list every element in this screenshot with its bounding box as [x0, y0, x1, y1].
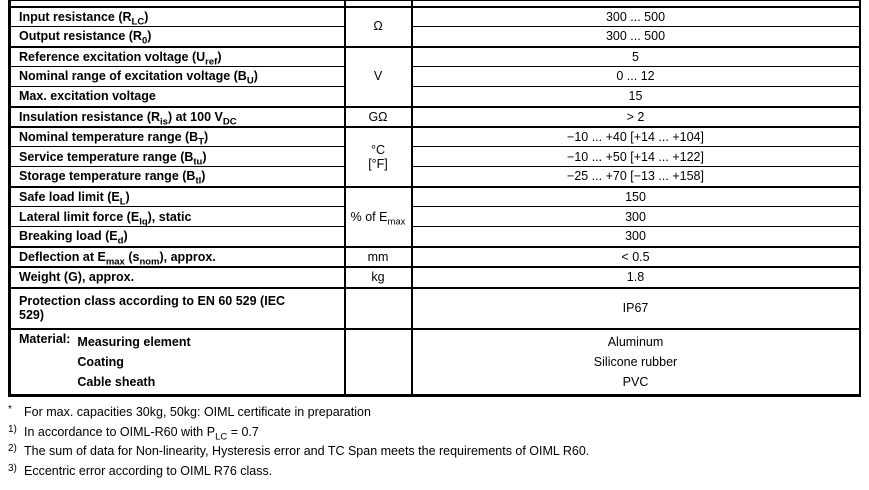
param-cell: Service temperature range $(B_{tu})$ [10, 147, 345, 167]
table-row [10, 127, 860, 147]
param-cell: Deflection at $E_{max}$ $(s_{nom})$, approx. [10, 247, 345, 267]
table-row [10, 288, 860, 329]
table-row [10, 87, 860, 107]
param-cell: Insulation resistance $(R_{is})$ at 100 $V_{DC}$ [10, 107, 345, 127]
value-cell: > 2 [412, 107, 860, 127]
value-cell: IP67 [412, 288, 860, 329]
table-row-material [10, 329, 860, 396]
unit-cell: V [345, 47, 412, 107]
value-cell: −10 ... +50 [+14 ... +122] [412, 147, 860, 167]
unit-cell: Ω [345, 7, 412, 47]
value-cell: 5 [412, 47, 860, 67]
table-row [10, 7, 860, 27]
unit-cell: °C [°F] [345, 127, 412, 187]
value-cell: 0 ... 12 [412, 67, 860, 87]
table-row [10, 47, 860, 67]
material-item: Coating [77, 354, 124, 369]
table-row [10, 247, 860, 267]
unit-cell [345, 329, 412, 396]
table-row [10, 27, 860, 47]
footnote-marker: 1) [8, 423, 17, 435]
param-cell: Reference excitation voltage $(U_{ref})$ [10, 47, 345, 67]
material-item: Measuring element [77, 334, 191, 349]
table-row [10, 187, 860, 207]
value-cell: 300 ... 500 [412, 7, 860, 27]
param-cell: Breaking load $(E_d)$ [10, 227, 345, 247]
value-cell: 300 [412, 207, 860, 227]
footnotes [8, 403, 860, 481]
footnote [8, 442, 860, 458]
table-row [10, 207, 860, 227]
value-cell: 300 [412, 227, 860, 247]
param-cell: Protection class according to EN 60 529 (IEC 529) [10, 288, 345, 329]
footnote-marker: 2) [8, 443, 17, 454]
unit-cell: mm [345, 247, 412, 267]
value-cell: −10 ... +40 [+14 ... +104] [412, 127, 860, 147]
unit-cell: kg [345, 267, 412, 287]
footnote [8, 462, 860, 478]
material-value: Silicone rubber [593, 354, 678, 369]
footnote [8, 423, 860, 442]
material-label: Material: [19, 331, 71, 346]
param-cell: Max. excitation voltage [10, 87, 345, 107]
material-item: Cable sheath [77, 374, 156, 389]
table-row [10, 67, 860, 87]
material-value: PVC [622, 374, 649, 389]
param-cell: Nominal temperature range $(B_T)$ [10, 127, 345, 147]
value-cell: 1.8 [412, 267, 860, 287]
footnote-text: In accordance to OIML-R60 with $P_{LC} = 0.7$ [24, 424, 259, 442]
material-value: Aluminum [607, 334, 664, 349]
footnote [8, 403, 860, 419]
unit-cell: GΩ [345, 107, 412, 127]
param-cell: Safe load limit $(E_L)$ [10, 187, 345, 207]
table-row [10, 167, 860, 187]
value-cell: < 0.5 [412, 247, 860, 267]
value-cell: 150 [412, 187, 860, 207]
table-row [10, 107, 860, 127]
footnote-text: For max. capacities 30kg, 50kg: OIML certificate in preparation [24, 405, 371, 419]
value-cell: 15 [412, 87, 860, 107]
footnote-text: Eccentric error according to OIML R76 class. [24, 463, 273, 478]
value-cell: 300 ... 500 [412, 27, 860, 47]
param-cell: Storage temperature range $(B_{tl})$ [10, 167, 345, 187]
value-cell [412, 329, 860, 396]
param-cell: Input resistance $(R_{LC})$ [10, 7, 345, 27]
unit-cell: % of $E_{max}$ [345, 187, 412, 247]
param-cell: Lateral limit force $(E_{lq})$, static [10, 207, 345, 227]
unit-cell [345, 288, 412, 329]
table-row [10, 147, 860, 167]
footnote-text: The sum of data for Non-linearity, Hysteresis error and TC Span meets the requirements of OIML R60. [24, 444, 590, 458]
table-row [10, 227, 860, 247]
table-row [10, 267, 860, 287]
footnote-marker: 3) [8, 462, 17, 474]
param-cell: Nominal range of excitation voltage $(B_U)$ [10, 67, 345, 87]
footnote-marker: * [8, 404, 12, 415]
spec-table [8, 0, 861, 397]
param-cell: Weight (G), approx. [10, 267, 345, 287]
param-cell: Output resistance $(R_0)$ [10, 27, 345, 47]
param-cell [10, 329, 345, 396]
value-cell: −25 ... +70 [−13 ... +158] [412, 167, 860, 187]
